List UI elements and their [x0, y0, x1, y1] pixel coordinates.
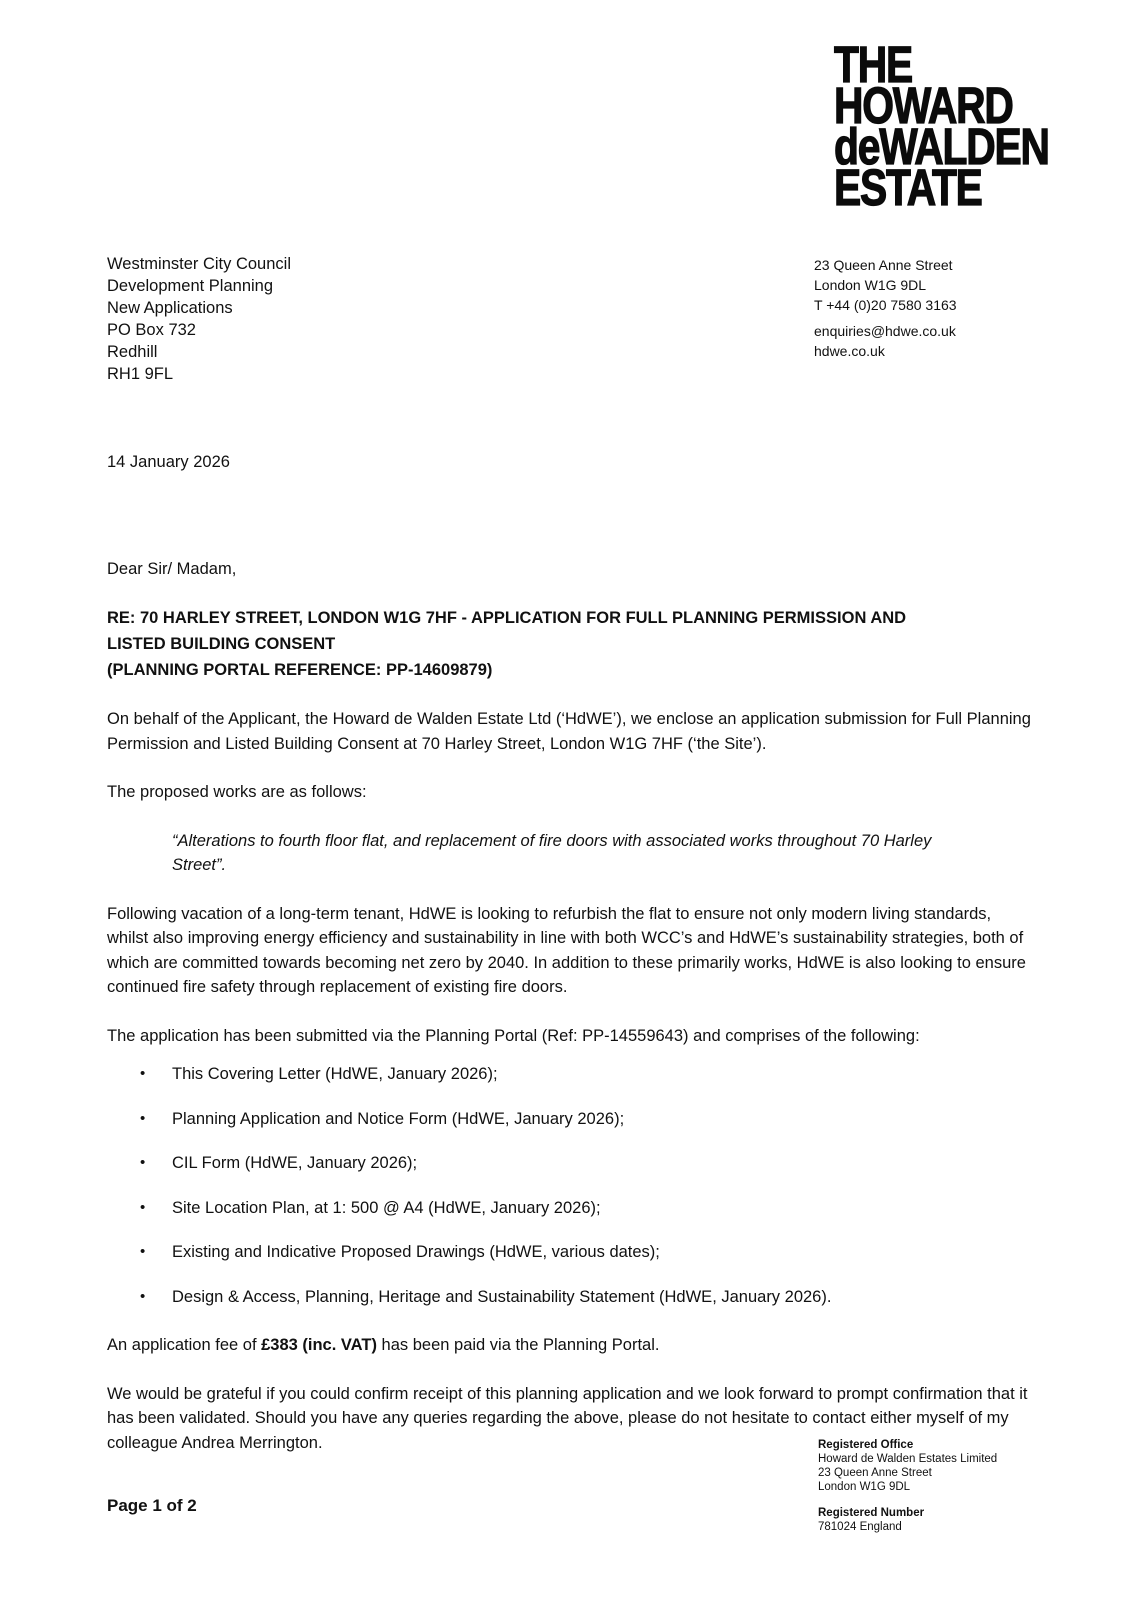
registered-number-block — [818, 1506, 997, 1534]
list-item — [140, 1062, 1032, 1087]
registered-number-label: Registered Number — [818, 1507, 925, 1519]
registered-office-line: 23 Queen Anne Street — [818, 1467, 932, 1479]
paragraph-closing: We would be grateful if you could confirm receipt of this planning application and we look forward to prompt confirmation that it has been validated. Should you have any queries regarding the above, please do not hesitate to contact either myself of my colleague Andrea Merrington. — [107, 1384, 1028, 1452]
list-item-text: Site Location Plan, at 1: 500 @ A4 (HdWE, January 2026); — [172, 1198, 601, 1217]
bullet-icon: • — [140, 1154, 146, 1171]
registered-office-label: Registered Office — [818, 1439, 914, 1451]
sender-contact-block — [814, 255, 1032, 361]
paragraph-fee — [107, 1333, 1032, 1358]
bullet-icon: • — [140, 1109, 146, 1127]
list-item-text: CIL Form (HdWE, January 2026); — [172, 1154, 418, 1172]
bullet-icon: • — [140, 1198, 146, 1216]
sender-web-group — [814, 321, 1032, 361]
list-item-text: Existing and Indicative Proposed Drawings (HdWE, various dates); — [172, 1243, 660, 1261]
recipient-line: Development Planning — [107, 277, 274, 295]
list-item — [140, 1151, 1032, 1176]
list-item-text: Design & Access, Planning, Heritage and Sustainability Statement (HdWE, January 2026). — [172, 1287, 832, 1306]
recipient-line: Redhill — [107, 343, 158, 361]
logo-line-estate: ESTATE — [834, 159, 982, 216]
list-item — [140, 1196, 1032, 1221]
list-item-text: This Covering Letter (HdWE, January 2026); — [172, 1065, 498, 1083]
logo-walden: WALDEN — [879, 118, 1049, 175]
fee-text-after: has been paid via the Planning Portal. — [376, 1336, 660, 1354]
subject-heading — [107, 605, 1032, 683]
logo-line-the: THE — [834, 36, 912, 93]
registered-details — [818, 1438, 997, 1534]
sender-address-line: 23 Queen Anne Street — [814, 257, 953, 273]
list-item — [140, 1285, 1032, 1310]
registered-office-line: Howard de Walden Estates Limited — [818, 1453, 998, 1465]
address-row — [107, 253, 1032, 385]
letter-date: 14 January 2026 — [107, 453, 230, 471]
registered-office-line: London W1G 9DL — [818, 1481, 911, 1493]
recipient-line: PO Box 732 — [107, 321, 196, 339]
paragraph-intro: On behalf of the Applicant, the Howard de Walden Estate Ltd (‘HdWE’), we enclose an application submission for Full Planning Permission and Listed Building Consent at 70 Harley Street, London W1G 7HF (‘the Site’). — [107, 710, 1031, 753]
page-number: Page 1 of 2 — [107, 1496, 197, 1515]
letter-content — [107, 0, 1032, 1455]
list-item — [140, 1240, 1032, 1265]
sender-address-line: London W1G 9DL — [814, 277, 927, 293]
submitted-documents-list — [107, 1062, 1032, 1309]
registered-number-value: 781024 England — [818, 1521, 902, 1533]
fee-text-before: An application fee of — [107, 1336, 262, 1354]
sender-phone: T +44 (0)20 7580 3163 — [814, 297, 957, 313]
recipient-line: New Applications — [107, 299, 233, 317]
works-description-quote: “Alterations to fourth floor flat, and replacement of fire doors with associated works throughout 70 Harley Street”. — [172, 831, 932, 874]
recipient-address — [107, 253, 291, 385]
bullet-icon: • — [140, 1287, 146, 1305]
paragraph-submission: The application has been submitted via the Planning Portal (Ref: PP-14559643) and comprises of the following: — [107, 1026, 920, 1045]
sender-email: enquiries@hdwe.co.uk — [814, 323, 956, 339]
bullet-icon: • — [140, 1243, 146, 1260]
recipient-line: Westminster City Council — [107, 255, 291, 273]
fee-amount: £383 (inc. VAT) — [261, 1336, 377, 1354]
recipient-line: RH1 9FL — [107, 365, 174, 383]
subject-line-3: (PLANNING PORTAL REFERENCE: PP-14609879) — [107, 661, 493, 679]
registered-office-block — [818, 1438, 997, 1494]
paragraph-refurbishment: Following vacation of a long-term tenant, HdWE is looking to refurbish the flat to ensure not only modern living standards, whilst also improving energy efficiency and sustainability in line with both WCC’s and HdWE’s sustainability strategies, both of which are committed towards becoming net zero by 2040. In addition to these primarily works, HdWE is also looking to ensure continued fire safety through replacement of existing fire doors. — [107, 904, 1026, 996]
paragraph-works-intro: The proposed works are as follows: — [107, 783, 367, 801]
bullet-icon: • — [140, 1065, 146, 1082]
list-item-text: Planning Application and Notice Form (HdWE, January 2026); — [172, 1109, 625, 1128]
logo-line-howard: HOWARD — [834, 77, 1013, 134]
salutation: Dear Sir/ Madam, — [107, 559, 237, 578]
subject-line-1: RE: 70 HARLEY STREET, LONDON W1G 7HF - APPLICATION FOR FULL PLANNING PERMISSION AND — [107, 609, 907, 627]
subject-line-2: LISTED BUILDING CONSENT — [107, 635, 336, 653]
logo-de: de — [834, 118, 880, 175]
list-item — [140, 1107, 1032, 1132]
sender-website: hdwe.co.uk — [814, 343, 885, 359]
